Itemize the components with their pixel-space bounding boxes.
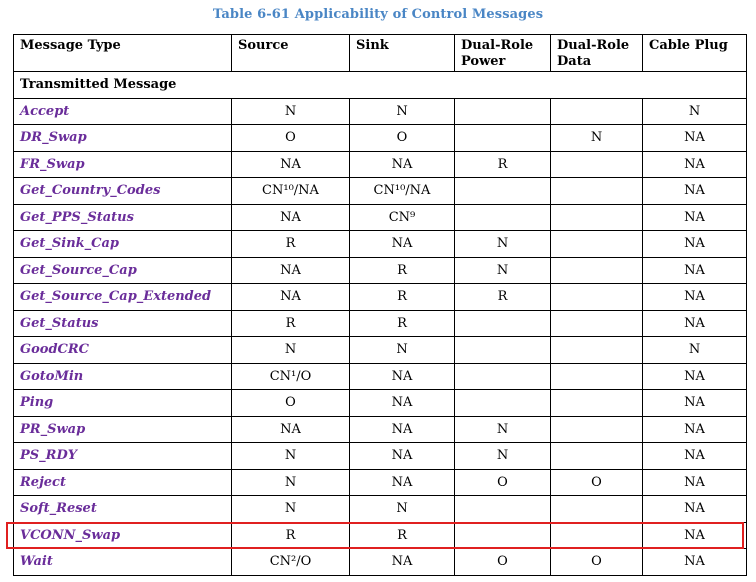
cable-plug-cell: NA — [643, 549, 747, 576]
message-type-cell: GotoMin — [14, 363, 232, 390]
source-cell: CN²/O — [232, 549, 350, 576]
message-type-cell: VCONN_Swap — [14, 522, 232, 549]
sink-cell: NA — [350, 231, 455, 258]
source-cell: NA — [232, 416, 350, 443]
table-row — [14, 231, 747, 258]
source-cell: NA — [232, 151, 350, 178]
message-type-cell: Ping — [14, 390, 232, 417]
message-type-cell: Get_Source_Cap_Extended — [14, 284, 232, 311]
table-row — [14, 522, 747, 549]
source-cell: R — [232, 231, 350, 258]
dual-role-power-cell — [455, 310, 551, 337]
message-type-cell: FR_Swap — [14, 151, 232, 178]
source-cell: NA — [232, 284, 350, 311]
source-cell: CN¹/O — [232, 363, 350, 390]
dual-role-power-cell — [455, 496, 551, 523]
header-cable-plug: Cable Plug — [643, 35, 747, 72]
dual-role-data-cell — [551, 496, 643, 523]
message-type-cell: Wait — [14, 549, 232, 576]
dual-role-power-cell: N — [455, 231, 551, 258]
message-type-cell: GoodCRC — [14, 337, 232, 364]
cable-plug-cell: N — [643, 98, 747, 125]
table-row — [14, 469, 747, 496]
message-type-cell: Accept — [14, 98, 232, 125]
table-row — [14, 151, 747, 178]
sink-cell: R — [350, 257, 455, 284]
sink-cell: N — [350, 496, 455, 523]
dual-role-power-cell — [455, 337, 551, 364]
message-type-cell: Get_Sink_Cap — [14, 231, 232, 258]
sink-cell: O — [350, 125, 455, 152]
source-cell: CN¹⁰/NA — [232, 178, 350, 205]
dual-role-data-cell — [551, 151, 643, 178]
cable-plug-cell: NA — [643, 310, 747, 337]
source-cell: O — [232, 390, 350, 417]
sink-cell: N — [350, 337, 455, 364]
table-row — [14, 416, 747, 443]
source-cell: O — [232, 125, 350, 152]
table-row — [14, 204, 747, 231]
table-row — [14, 125, 747, 152]
sink-cell: R — [350, 284, 455, 311]
header-row — [14, 35, 747, 72]
source-cell: N — [232, 337, 350, 364]
header-dual-role-power: Dual-Role Power — [455, 35, 551, 72]
table-row — [14, 496, 747, 523]
sink-cell: N — [350, 98, 455, 125]
message-type-cell: Get_Country_Codes — [14, 178, 232, 205]
section-row — [14, 72, 747, 99]
sink-cell: R — [350, 522, 455, 549]
dual-role-data-cell — [551, 363, 643, 390]
header-dual-role-data: Dual-Role Data — [551, 35, 643, 72]
sink-cell: NA — [350, 151, 455, 178]
control-messages-table — [13, 34, 747, 576]
cable-plug-cell: NA — [643, 231, 747, 258]
dual-role-data-cell — [551, 284, 643, 311]
header-message-type: Message Type — [14, 35, 232, 72]
dual-role-power-cell: N — [455, 257, 551, 284]
message-type-cell: Get_Source_Cap — [14, 257, 232, 284]
table-row — [14, 363, 747, 390]
cable-plug-cell: NA — [643, 204, 747, 231]
table-row — [14, 310, 747, 337]
table-row — [14, 284, 747, 311]
message-type-cell: Get_Status — [14, 310, 232, 337]
sink-cell: NA — [350, 443, 455, 470]
table-row — [14, 549, 747, 576]
message-type-cell: Soft_Reset — [14, 496, 232, 523]
sink-cell: NA — [350, 390, 455, 417]
dual-role-data-cell — [551, 416, 643, 443]
section-label: Transmitted Message — [14, 72, 747, 99]
source-cell: R — [232, 522, 350, 549]
source-cell: NA — [232, 257, 350, 284]
sink-cell: R — [350, 310, 455, 337]
source-cell: N — [232, 98, 350, 125]
cable-plug-cell: NA — [643, 284, 747, 311]
dual-role-power-cell — [455, 204, 551, 231]
sink-cell: NA — [350, 363, 455, 390]
source-cell: NA — [232, 204, 350, 231]
dual-role-data-cell: O — [551, 549, 643, 576]
source-cell: N — [232, 469, 350, 496]
dual-role-data-cell: N — [551, 125, 643, 152]
dual-role-power-cell — [455, 522, 551, 549]
table-row — [14, 98, 747, 125]
dual-role-data-cell — [551, 257, 643, 284]
dual-role-power-cell — [455, 125, 551, 152]
dual-role-data-cell — [551, 98, 643, 125]
header-sink: Sink — [350, 35, 455, 72]
dual-role-power-cell: R — [455, 284, 551, 311]
sink-cell: NA — [350, 416, 455, 443]
dual-role-power-cell: N — [455, 416, 551, 443]
cable-plug-cell: NA — [643, 151, 747, 178]
dual-role-data-cell — [551, 204, 643, 231]
dual-role-power-cell — [455, 98, 551, 125]
table-row — [14, 390, 747, 417]
header-source: Source — [232, 35, 350, 72]
dual-role-data-cell — [551, 178, 643, 205]
cable-plug-cell: NA — [643, 390, 747, 417]
dual-role-data-cell — [551, 522, 643, 549]
cable-plug-cell: NA — [643, 522, 747, 549]
sink-cell: NA — [350, 549, 455, 576]
cable-plug-cell: NA — [643, 257, 747, 284]
sink-cell: NA — [350, 469, 455, 496]
dual-role-data-cell — [551, 310, 643, 337]
cable-plug-cell: NA — [643, 469, 747, 496]
dual-role-power-cell — [455, 363, 551, 390]
dual-role-data-cell — [551, 443, 643, 470]
table-row — [14, 337, 747, 364]
dual-role-data-cell — [551, 231, 643, 258]
dual-role-data-cell: O — [551, 469, 643, 496]
dual-role-power-cell — [455, 390, 551, 417]
message-type-cell: DR_Swap — [14, 125, 232, 152]
dual-role-power-cell: N — [455, 443, 551, 470]
cable-plug-cell: N — [643, 337, 747, 364]
cable-plug-cell: NA — [643, 178, 747, 205]
cable-plug-cell: NA — [643, 125, 747, 152]
message-type-cell: PR_Swap — [14, 416, 232, 443]
dual-role-data-cell — [551, 390, 643, 417]
table-row — [14, 443, 747, 470]
dual-role-power-cell: R — [455, 151, 551, 178]
dual-role-data-cell — [551, 337, 643, 364]
dual-role-power-cell: O — [455, 469, 551, 496]
sink-cell: CN¹⁰/NA — [350, 178, 455, 205]
source-cell: N — [232, 496, 350, 523]
sink-cell: CN⁹ — [350, 204, 455, 231]
table-row — [14, 178, 747, 205]
source-cell: N — [232, 443, 350, 470]
table-row — [14, 257, 747, 284]
dual-role-power-cell: O — [455, 549, 551, 576]
cable-plug-cell: NA — [643, 416, 747, 443]
message-type-cell: PS_RDY — [14, 443, 232, 470]
message-type-cell: Reject — [14, 469, 232, 496]
cable-plug-cell: NA — [643, 363, 747, 390]
cable-plug-cell: NA — [643, 496, 747, 523]
table-caption: Table 6-61 Applicability of Control Messages — [212, 7, 544, 22]
source-cell: R — [232, 310, 350, 337]
message-type-cell: Get_PPS_Status — [14, 204, 232, 231]
cable-plug-cell: NA — [643, 443, 747, 470]
dual-role-power-cell — [455, 178, 551, 205]
